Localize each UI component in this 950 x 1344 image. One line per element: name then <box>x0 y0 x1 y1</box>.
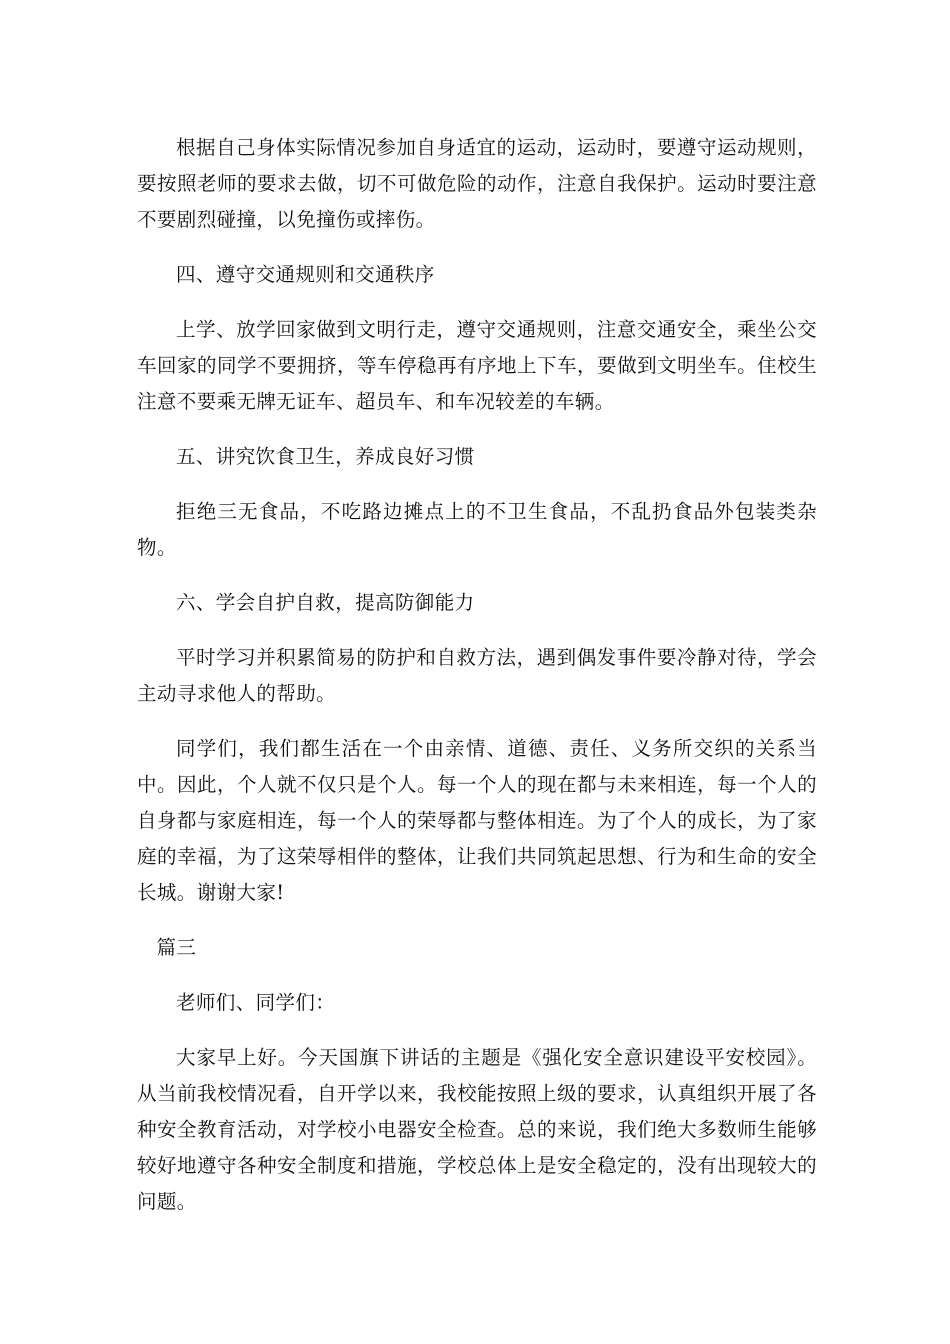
heading-self-protection: 六、学会自护自救，提高防御能力 <box>176 591 475 614</box>
paragraph-sports-safety: 根据自己身体实际情况参加自身适宜的运动，运动时，要遵守运动规则，要按照老师的要求去做，切不可做危险的动作，注意自我保护。运动时要注意不要剧烈碰撞，以免撞伤或摔伤。 <box>137 136 817 231</box>
heading-traffic-rules: 四、遵守交通规则和交通秩序 <box>176 263 435 286</box>
section-title-part-three: 篇三 <box>156 936 197 959</box>
paragraph-self-rescue: 平时学习并积累简易的防护和自救方法，遇到偶发事件要冷静对待，学会主动寻求他人的帮助。 <box>137 646 817 705</box>
paragraph-closing-remarks: 同学们，我们都生活在一个由亲情、道德、责任、义务所交织的关系当中。因此，个人就不仅只是个人。每一个人的现在都与未来相连，每一个人的自身都与家庭相连，每一个人的荣辱都与整体相连。为了个人的成长，为了家庭的幸福，为了这荣辱相伴的整体，让我们共同筑起思想、行为和生命的安全长城。谢谢大家! <box>137 737 817 904</box>
salutation: 老师们、同学们： <box>176 991 336 1014</box>
document-body <box>137 130 817 1220</box>
paragraph-food-safety: 拒绝三无食品，不吃路边摊点上的不卫生食品，不乱扔食品外包装类杂物。 <box>137 500 817 559</box>
paragraph-speech-opening: 大家早上好。今天国旗下讲话的主题是《强化安全意识建设平安校园》。从当前我校情况看，自开学以来，我校能按照上级的要求，认真组织开展了各种安全教育活动，对学校小电器安全检查。总的来说，我们绝大多数师生能够较好地遵守各种安全制度和措施，学校总体上是安全稳定的，没有出现较大的问题。 <box>137 1046 817 1213</box>
paragraph-traffic-safety: 上学、放学回家做到文明行走，遵守交通规则，注意交通安全，乘坐公交车回家的同学不要拥挤，等车停稳再有序地上下车，要做到文明坐车。住校生注意不要乘无牌无证车、超员车、和车况较差的车辆。 <box>137 318 817 413</box>
heading-food-hygiene: 五、讲究饮食卫生，养成良好习惯 <box>176 445 475 468</box>
